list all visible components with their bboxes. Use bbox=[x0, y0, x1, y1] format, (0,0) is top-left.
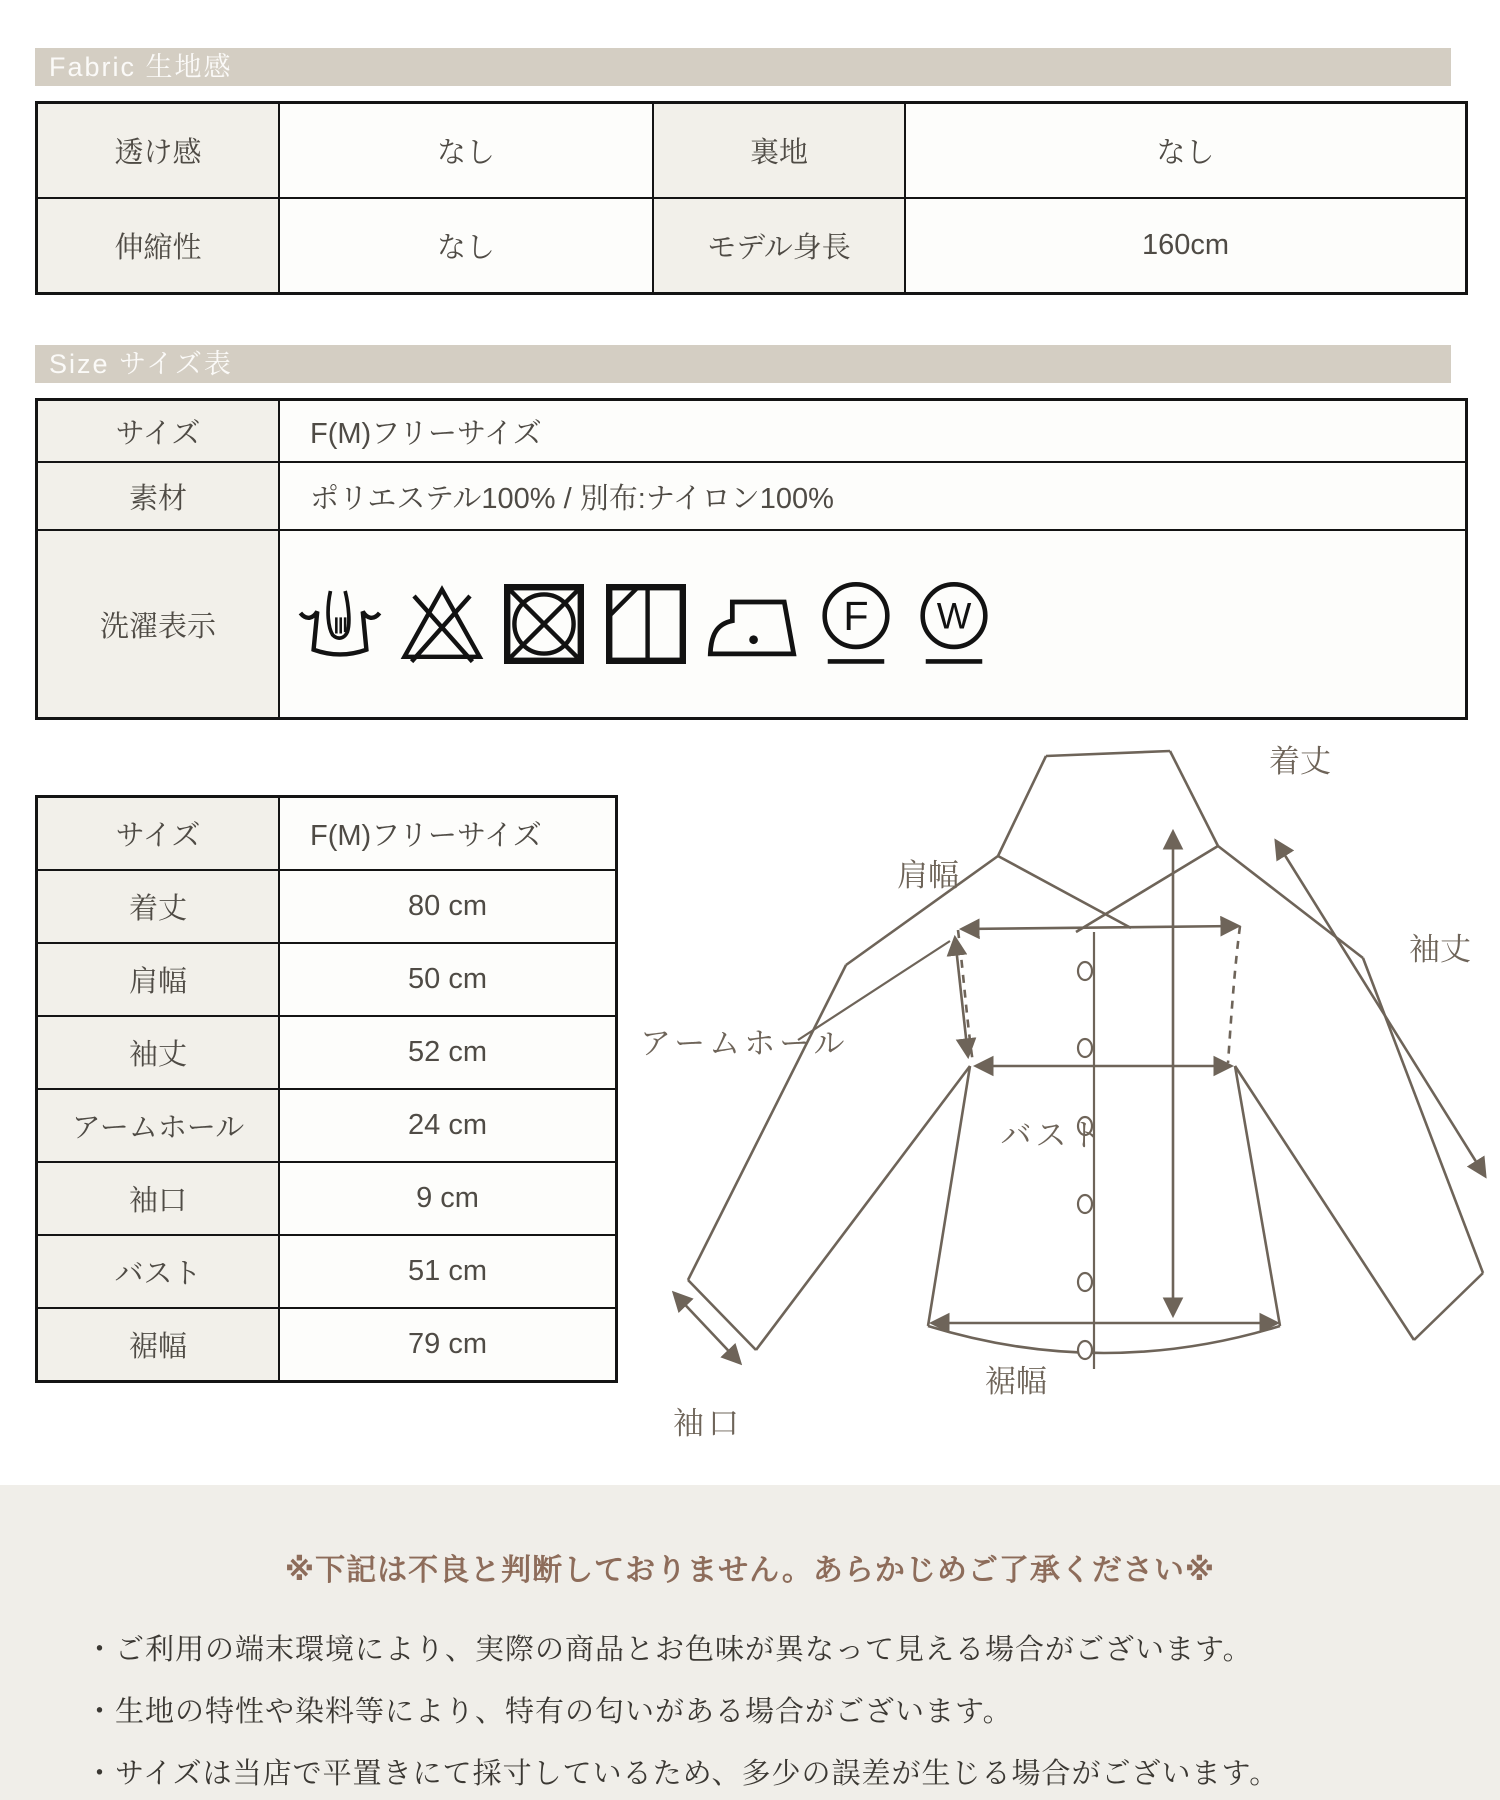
size-info-value: F(M)フリーサイズ bbox=[280, 401, 1465, 461]
meas-header-value: F(M)フリーサイズ bbox=[280, 798, 615, 869]
care-label: 洗濯表示 bbox=[38, 531, 278, 717]
shoulder-width-arrow bbox=[962, 926, 1238, 929]
meas-row-label: 裾幅 bbox=[38, 1309, 278, 1380]
hand-wash-icon bbox=[296, 578, 384, 670]
fabric-row-value: なし bbox=[280, 199, 652, 292]
meas-row-value: 50 cm bbox=[280, 944, 615, 1015]
diagram-label-sleeve-length: 袖丈 bbox=[1409, 932, 1471, 967]
fabric-row-label: 伸縮性 bbox=[38, 199, 278, 292]
fabric-row-value: なし bbox=[906, 104, 1465, 197]
size-info-label: サイズ bbox=[38, 401, 278, 461]
meas-header-label: サイズ bbox=[38, 798, 278, 869]
garment-diagram bbox=[628, 728, 1500, 1470]
size-section-title: Size サイズ表 bbox=[35, 345, 1451, 383]
notes-section bbox=[0, 1485, 1500, 1800]
fabric-row-value: なし bbox=[280, 104, 652, 197]
notes-heading: ※下記は不良と判断しておりません。あらかじめご了承ください※ bbox=[284, 1554, 1216, 1587]
diagram-label-armhole: アームホール bbox=[640, 1026, 849, 1061]
measurements-table bbox=[35, 795, 618, 1383]
meas-row-value: 80 cm bbox=[280, 871, 615, 942]
svg-text:W: W bbox=[936, 595, 972, 637]
fabric-row-label: モデル身長 bbox=[654, 199, 904, 292]
material-label: 素材 bbox=[38, 463, 278, 529]
dry-clean-f-icon bbox=[814, 578, 898, 670]
care-symbols-row bbox=[280, 531, 1465, 717]
meas-row-value: 51 cm bbox=[280, 1236, 615, 1307]
wet-clean-w-icon bbox=[912, 578, 996, 670]
meas-row-value: 9 cm bbox=[280, 1163, 615, 1234]
fabric-row-label: 裏地 bbox=[654, 104, 904, 197]
meas-row-value: 52 cm bbox=[280, 1017, 615, 1088]
meas-row-label: 着丈 bbox=[38, 871, 278, 942]
diagram-label-bust: バスト bbox=[1000, 1118, 1106, 1153]
fabric-table bbox=[35, 101, 1468, 295]
cuff-arrow bbox=[674, 1293, 740, 1363]
armhole-dashed-right bbox=[1228, 926, 1240, 1063]
size-info-table bbox=[35, 398, 1468, 720]
fabric-section-title: Fabric 生地感 bbox=[35, 48, 1451, 86]
meas-row-value: 24 cm bbox=[280, 1090, 615, 1161]
collar-top-line bbox=[1046, 751, 1170, 756]
sleeve-length-arrow bbox=[1276, 841, 1485, 1176]
note-item: ・生地の特性や染料等により、特有の匂いがある場合がございます。 bbox=[85, 1696, 1013, 1728]
meas-row-label: 袖丈 bbox=[38, 1017, 278, 1088]
meas-row-label: 肩幅 bbox=[38, 944, 278, 1015]
fabric-row-value: 160cm bbox=[906, 199, 1465, 292]
note-item: ・ご利用の端末環境により、実際の商品とお色味が異なって見える場合がございます。 bbox=[85, 1634, 1253, 1666]
meas-row-value: 79 cm bbox=[280, 1309, 615, 1380]
diagram-label-cuff: 袖口 bbox=[673, 1406, 743, 1441]
note-item: ・サイズは当店で平置きにて採寸しているため、多少の誤差が生じる場合がございます。 bbox=[85, 1758, 1280, 1790]
diagram-label-hem-width: 裾幅 bbox=[985, 1364, 1047, 1399]
meas-row-label: バスト bbox=[38, 1236, 278, 1307]
do-not-tumble-dry-icon bbox=[500, 578, 588, 670]
line-dry-shade-icon bbox=[602, 578, 690, 670]
meas-row-label: 袖口 bbox=[38, 1163, 278, 1234]
buttons bbox=[1078, 962, 1092, 1359]
hem-curve bbox=[928, 1326, 1280, 1353]
material-value: ポリエステル100% / 別布:ナイロン100% bbox=[280, 463, 1465, 529]
meas-row-label: アームホール bbox=[38, 1090, 278, 1161]
svg-text:F: F bbox=[843, 593, 869, 640]
diagram-label-body-length: 着丈 bbox=[1269, 744, 1331, 779]
diagram-label-shoulder-width: 肩幅 bbox=[897, 858, 959, 893]
do-not-bleach-icon bbox=[398, 578, 486, 670]
iron-low-icon bbox=[704, 578, 800, 670]
fabric-row-label: 透け感 bbox=[38, 104, 278, 197]
